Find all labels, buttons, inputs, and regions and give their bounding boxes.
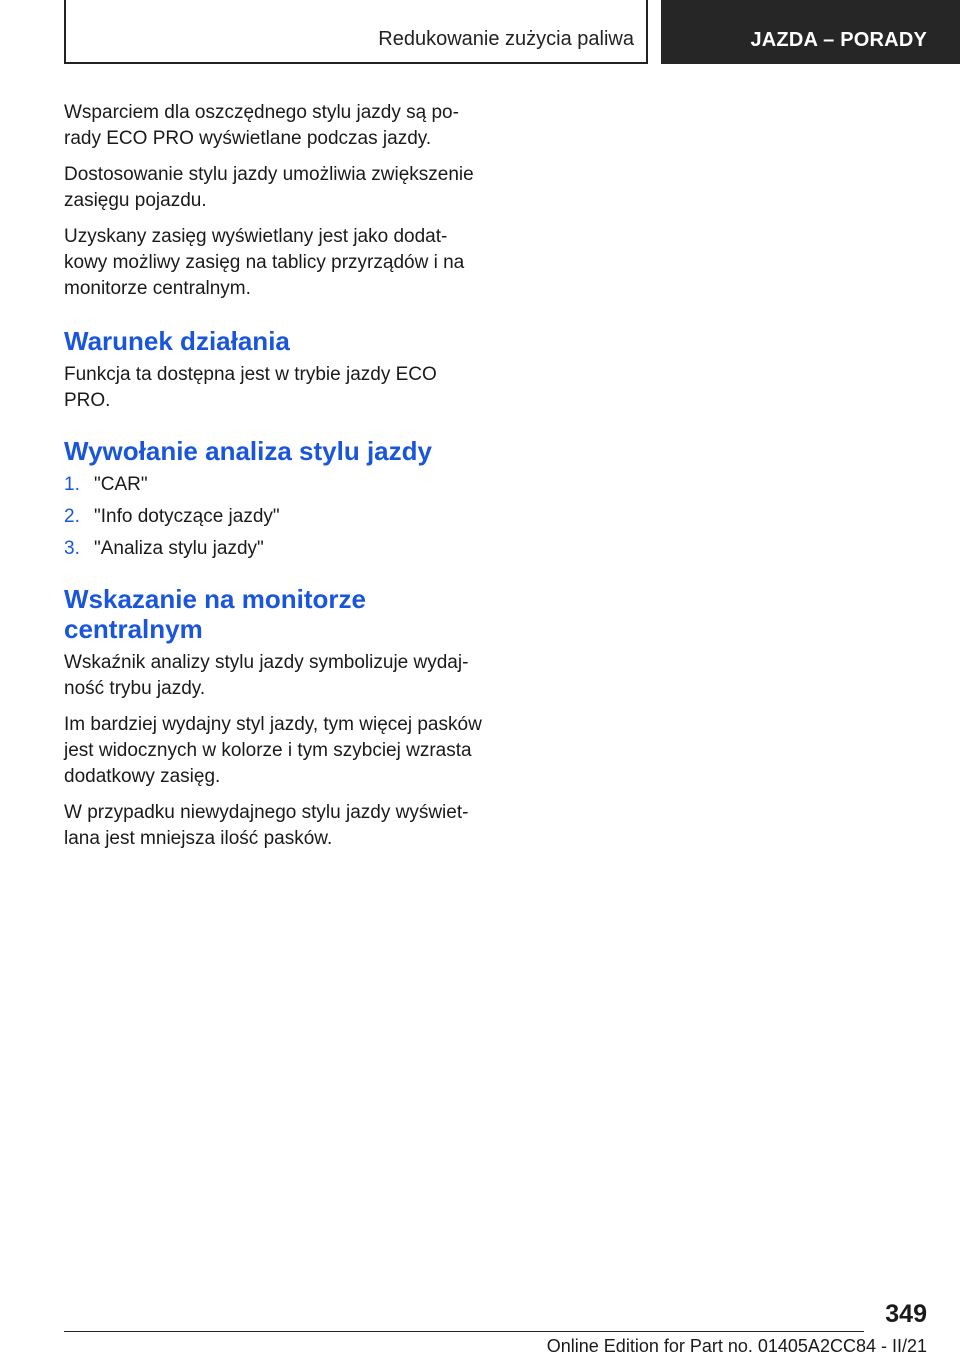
- step-text: "Analiza stylu jazdy": [94, 538, 264, 559]
- steps-list: [64, 472, 484, 562]
- display-heading: Wskazanie na monitorze centralnym: [64, 584, 366, 644]
- intro-paragraph: Uzyskany zasięg wyświetlany jest jako dodatkowy możliwy zasięg na tablicy przyrządów i na monitorze centralnym.: [64, 226, 465, 299]
- section-title: Redukowanie zużycia paliwa: [378, 28, 634, 50]
- step-number: 1.: [64, 474, 80, 495]
- step-item: [64, 536, 484, 562]
- intro-paragraph: Wsparciem dla oszczędnego stylu jazdy są porady ECO PRO wyświetlane podczas jazdy.: [64, 102, 459, 149]
- footer-divider: [64, 1331, 864, 1332]
- step-number: 3.: [64, 538, 80, 559]
- edition-note: Online Edition for Part no. 01405A2CC84 - II/21: [546, 1336, 927, 1356]
- chapter-title: JAZDA – PORADY: [750, 29, 927, 51]
- condition-heading: Warunek działania: [64, 326, 290, 356]
- call-up-heading: Wywołanie analiza stylu jazdy: [64, 436, 432, 466]
- step-item: [64, 504, 484, 530]
- step-item: [64, 472, 484, 498]
- main-content: [64, 100, 484, 862]
- display-paragraph: Im bardziej wydajny styl jazdy, tym więcej pasków jest widocznych w kolorze i tym szybciej wzrasta dodatkowy zasięg.: [64, 714, 482, 787]
- page-number: 349: [885, 1300, 927, 1328]
- condition-text: Funkcja ta dostępna jest w trybie jazdy ECO PRO.: [64, 364, 437, 411]
- intro-paragraph: Dostosowanie stylu jazdy umożliwia zwiększenie zasięgu pojazdu.: [64, 164, 474, 211]
- display-paragraph: W przypadku niewydajnego stylu jazdy wyświetlana jest mniejsza ilość pasków.: [64, 802, 469, 849]
- step-text: "Info dotyczące jazdy": [94, 506, 280, 527]
- step-number: 2.: [64, 506, 80, 527]
- display-paragraph: Wskaźnik analizy stylu jazdy symbolizuje wydajność trybu jazdy.: [64, 652, 469, 699]
- step-text: "CAR": [94, 474, 148, 495]
- header-section-box: [64, 0, 648, 64]
- header-chapter-box: [661, 0, 960, 64]
